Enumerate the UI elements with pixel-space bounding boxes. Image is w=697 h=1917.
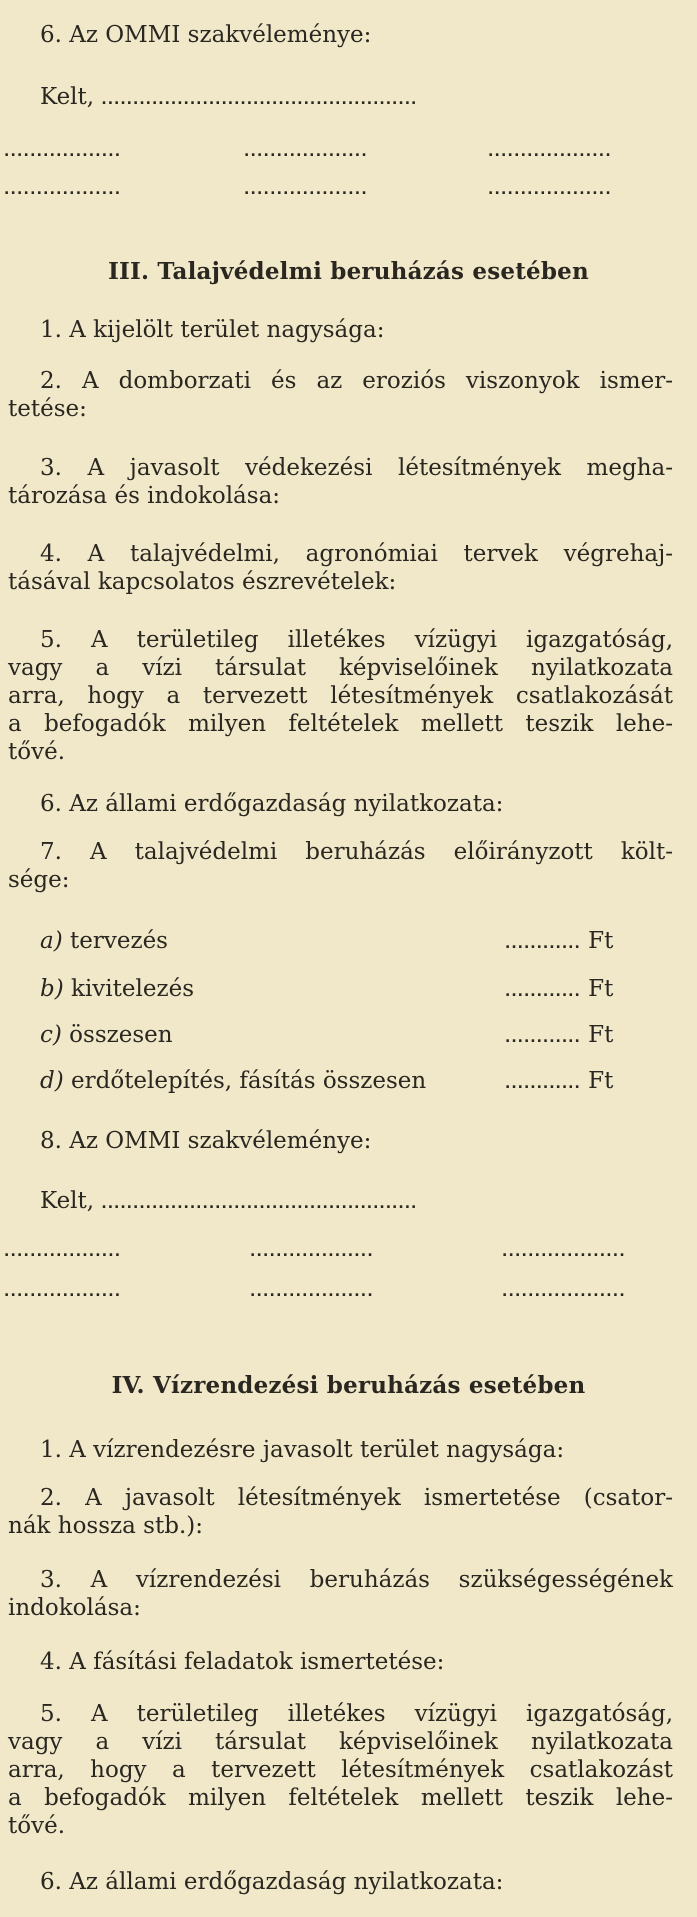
kelt-dots: ..................................................: [101, 92, 418, 108]
list-item: 5. A területileg illetékes vízügyi igazgatóság, vagy a vízi társulat képviselőinek nyilatkozata arra, hogy a tervezett létesítmények csatlakozását a befogadók milyen feltételek mellett teszik lehe- tővé.: [8, 627, 673, 765]
list-item: 6. Az állami erdőgazdaság nyilatkozata:: [40, 1869, 504, 1895]
signature-line: ...................: [502, 1244, 626, 1260]
item-ommi-opinion-8: 8. Az OMMI szakvéleménye:: [40, 1128, 372, 1154]
list-item: 6. Az állami erdőgazdaság nyilatkozata:: [40, 791, 504, 817]
signature-line: ...................: [488, 182, 612, 198]
list-item: 4. A talajvédelmi, agronómiai tervek végrehaj- tásával kapcsolatos észrevételek:: [8, 541, 673, 595]
list-item: 4. A fásítási feladatok ismertetése:: [40, 1649, 445, 1675]
signature-line: ...................: [244, 144, 368, 160]
section-heading-talajvedelmi: III. Talajvédelmi beruházás esetében: [108, 258, 589, 285]
section-heading-vizrendezesi: IV. Vízrendezési beruházás esetében: [111, 1372, 586, 1399]
kelt-label: Kelt,: [40, 84, 102, 110]
item-ommi-opinion: 6. Az OMMI szakvéleménye:: [40, 22, 372, 48]
list-item: 1. A vízrendezésre javasolt terület nagysága:: [40, 1437, 565, 1463]
kelt-dots: ..................................................: [101, 1196, 418, 1212]
list-item: 5. A területileg illetékes vízügyi igazgatóság, vagy a vízi társulat képviselőinek nyilatkozata arra, hogy a tervezett létesítmények csatlakozást a befogadók milyen feltételek mellett teszik lehe- tővé.: [8, 1701, 673, 1839]
signature-line: ...................: [250, 1284, 374, 1300]
signature-line: ...................: [250, 1244, 374, 1260]
date-line: [40, 1188, 417, 1214]
list-item: 3. A javasolt védekezési létesítmények megha- tározása és indokolása:: [8, 455, 673, 509]
document-page: 6. Az OMMI szakvéleménye: Kelt, .................................................. .................. ................... ................... .................. ................... ................... III. Talajvédelmi beruházás esetében 1. A kijelölt terület nagysága: 2. A domborzati és az eroziós viszonyok ismer- tetése: 3. A javasolt védekezési létesítmények megha- tározása és indokolása: 4. A talajvédelmi, agronómiai tervek végrehaj- tásával kapcsolatos észrevételek: 5. A területileg illetékes vízügyi igazgatóság, vagy a vízi társulat képviselőinek nyilatkozata arra, hogy a tervezett létesítmények csatlakozását a befogadók milyen feltételek mellett teszik lehe- tővé. 6. Az állami erdőgazdaság nyilatkozata: 7. A talajvédelmi beruházás előirányzott költ- sége: a) tervezés ............ Ft b) kivitelezés ............ Ft c) összesen ............ Ft d) erdőtelepítés, fásítás összesen ............ Ft 8. Az OMMI szakvéleménye: Kelt, .................................................. .................. ................... ................... .................. ................... ................... IV. Vízrendezési beruházás esetében 1. A vízrendezésre javasolt terület nagysága: 2. A javasolt létesítmények ismertetése (csator- nák hossza stb.): 3. A vízrendezési beruházás szükségességének indokolása: 4. A fásítási feladatok ismertetése: 5. A területileg illetékes vízügyi igazgatóság, vagy a vízi társulat képviselőinek nyilatkozata arra, hogy a tervezett létesítmények csatlakozást a befogadók milyen feltételek mellett teszik lehe- tővé. 6. Az állami erdőgazdaság nyilatkozata:: [0, 0, 697, 1917]
date-line: [40, 84, 417, 110]
signature-line: ..................: [4, 144, 122, 160]
list-item: 7. A talajvédelmi beruházás előirányzott költ- sége:: [8, 839, 673, 893]
signature-line: ...................: [244, 182, 368, 198]
signature-line: ..................: [4, 1284, 122, 1300]
signature-line: ..................: [4, 182, 122, 198]
list-item: 1. A kijelölt terület nagysága:: [40, 317, 385, 343]
list-item: 2. A domborzati és az eroziós viszonyok ismer- tetése:: [8, 368, 673, 422]
list-item: 3. A vízrendezési beruházás szükségességének indokolása:: [8, 1567, 673, 1621]
signature-line: ...................: [488, 144, 612, 160]
kelt-label: Kelt,: [40, 1188, 102, 1214]
list-item: 2. A javasolt létesítmények ismertetése (csator- nák hossza stb.):: [8, 1485, 673, 1539]
signature-line: ...................: [502, 1284, 626, 1300]
signature-line: ..................: [4, 1244, 122, 1260]
